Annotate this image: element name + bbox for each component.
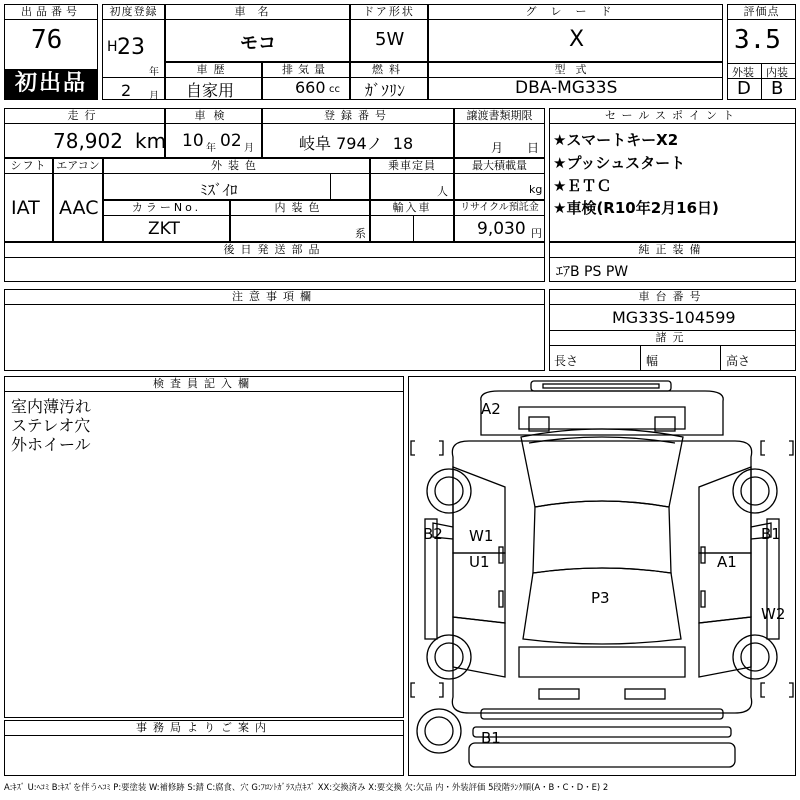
history-label: 車歴 — [166, 63, 261, 78]
grade-label: グレード — [429, 5, 722, 20]
car-name-cell — [165, 4, 350, 62]
car-diagram — [409, 377, 795, 775]
aircon-cell — [53, 158, 103, 242]
lot-number: 76 — [31, 25, 63, 55]
lot-number-cell — [4, 4, 98, 100]
color-no: ZKT — [148, 219, 180, 239]
damage-mark-p3: P3 — [591, 589, 610, 607]
score-cell — [727, 4, 796, 100]
interior-label: 内装 — [766, 66, 788, 79]
recycle-unit: 円 — [531, 227, 542, 240]
inspector-note: 外ホイール — [11, 435, 91, 454]
chassis-label: 車台番号 — [550, 290, 795, 305]
damage-mark-b1-right: B1 — [761, 525, 781, 543]
int-color-label: 内装色 — [231, 201, 369, 216]
model-label: 型式 — [429, 63, 722, 78]
dims-label: 諸元 — [550, 331, 795, 346]
max-load-cell — [454, 158, 545, 200]
reg-year-unit: 年 — [149, 67, 159, 78]
transfer-day-unit: 日 — [527, 141, 540, 155]
caution-cell — [4, 289, 545, 371]
max-load-label: 最大積載量 — [455, 159, 544, 174]
first-listing-badge: 初出品 — [5, 69, 97, 99]
inspection-year-unit: 年 — [206, 143, 216, 154]
inspection-cell — [165, 108, 262, 158]
inspection-label: 車検 — [166, 109, 261, 124]
inspection-month: 02 — [220, 131, 242, 151]
aircon: AAC — [59, 197, 99, 219]
reg-month: 2 — [121, 81, 132, 100]
inspection-year: 10 — [182, 131, 204, 151]
caution-label: 注意事項欄 — [5, 290, 544, 305]
sales-point-item: ★ＥＴＣ — [553, 177, 612, 195]
first-registration-label: 初度登録 — [103, 5, 164, 20]
transfer-doc-cell — [454, 108, 545, 158]
score-mid-divider — [761, 63, 762, 99]
lot-number-label: 出品番号 — [5, 5, 97, 20]
displacement-unit: cc — [329, 84, 340, 95]
aircon-label: エアコン — [54, 159, 102, 174]
recycle-cell — [454, 200, 545, 242]
plate-number: 岐阜 794ノ 18 — [299, 134, 414, 153]
chassis-number: MG33S-104599 — [612, 308, 736, 327]
capacity-cell — [370, 158, 454, 200]
history-cell — [165, 62, 262, 100]
damage-mark-a2: A2 — [481, 400, 501, 418]
reg-month-unit: 月 — [149, 91, 159, 102]
car-name-label: 車名 — [166, 5, 349, 20]
recycle-amount: 9,030 — [477, 219, 526, 239]
grade-cell — [428, 4, 723, 62]
import-divider — [413, 216, 414, 242]
model: DBA-MG33S — [515, 78, 618, 98]
dims-col-divider-1 — [640, 346, 641, 370]
equipment-value: ｴｱB PS PW — [556, 264, 629, 280]
ext-color-label: 外装色 — [104, 159, 369, 174]
import-label: 輸入車 — [371, 201, 453, 216]
sales-points-cell — [549, 108, 796, 242]
sales-point-item: ★スマートキーX2 — [553, 131, 679, 149]
mileage-label: 走行 — [5, 109, 164, 124]
import-cell — [370, 200, 454, 242]
transfer-month-unit: 月 — [491, 141, 504, 155]
damage-mark-w1: W1 — [469, 527, 494, 545]
displacement: 660 — [295, 78, 326, 97]
reg-year: 23 — [117, 35, 145, 60]
height-label: 高さ — [726, 354, 751, 368]
shift-label: シフト — [5, 159, 52, 174]
capacity-unit: 人 — [437, 185, 448, 198]
model-cell — [428, 62, 723, 100]
int-color-unit: 系 — [355, 227, 366, 240]
recycle-label: リサイクル預託金 — [455, 201, 544, 216]
int-color-cell — [230, 200, 370, 242]
sales-points-label: セールスポイント — [550, 109, 795, 124]
displacement-label: 排気量 — [263, 63, 349, 78]
fuel: ｶﾞｿﾘﾝ — [365, 81, 406, 100]
office-info-label: 事務局よりご案内 — [5, 721, 403, 736]
score: 3.5 — [734, 25, 781, 55]
interior-score: B — [771, 78, 784, 99]
damage-mark-w2: W2 — [761, 605, 786, 623]
mileage: 78,902 — [53, 129, 123, 153]
sales-point-item: ★プッシュスタート — [553, 154, 686, 172]
inspection-month-unit: 月 — [244, 143, 254, 154]
length-label: 長さ — [554, 354, 579, 368]
reg-divider — [103, 77, 164, 78]
damage-mark-b1-bottom: B1 — [481, 729, 501, 747]
score-label: 評価点 — [728, 5, 795, 20]
capacity-label: 乗車定員 — [371, 159, 453, 174]
damage-mark-u1: U1 — [469, 553, 490, 571]
exterior-label: 外装 — [732, 66, 754, 79]
shift: IAT — [11, 197, 40, 219]
inspector-note: ステレオ穴 — [11, 416, 91, 435]
mileage-unit: km — [135, 129, 167, 153]
inspector-notes-cell — [4, 376, 404, 718]
history: 自家用 — [186, 81, 235, 100]
door-type: 5W — [375, 29, 405, 50]
chassis-cell — [549, 289, 796, 371]
equipment-cell — [549, 242, 796, 282]
inspector-notes-label: 検査員記入欄 — [5, 377, 403, 392]
max-load-unit: kg — [529, 183, 543, 196]
first-registration-cell — [102, 4, 165, 100]
displacement-cell — [262, 62, 350, 100]
ext-color: ﾐｽﾞｲﾛ — [200, 181, 238, 199]
door-label: ドア形状 — [351, 5, 427, 20]
era: H — [107, 39, 118, 55]
mileage-cell — [4, 108, 165, 158]
color-no-cell — [103, 200, 230, 242]
dims-col-divider-2 — [720, 346, 721, 370]
width-label: 幅 — [646, 354, 659, 368]
damage-mark-a1: A1 — [717, 553, 737, 571]
fuel-label: 燃料 — [351, 63, 427, 78]
car-name: モコ — [240, 33, 276, 54]
plate-cell — [262, 108, 454, 158]
transfer-doc-label: 譲渡書類期限 — [455, 109, 544, 124]
grade: X — [569, 27, 585, 52]
equipment-label: 純正装備 — [550, 243, 795, 258]
shift-cell — [4, 158, 53, 242]
inspector-note: 室内薄汚れ — [11, 397, 92, 416]
color-no-label: カラーNo. — [104, 201, 229, 216]
ext-color-divider — [330, 174, 331, 200]
later-parts-label: 後日発送部品 — [5, 243, 544, 258]
damage-mark-b2: B2 — [423, 525, 443, 543]
office-info-cell — [4, 720, 404, 776]
damage-diagram-cell — [408, 376, 796, 776]
ext-color-cell — [103, 158, 370, 200]
exterior-score: D — [737, 78, 751, 99]
door-cell — [350, 4, 428, 62]
fuel-cell — [350, 62, 428, 100]
later-parts-cell — [4, 242, 545, 282]
sales-point-item: ★車検(R10年2月16日) — [553, 199, 719, 217]
plate-label: 登録番号 — [263, 109, 453, 124]
legend-line: A:ｷｽﾞ U:ﾍｺﾐ B:ｷｽﾞを伴うﾍｺﾐ P:要塗装 W:補修跡 S:錆 C:腐食、穴 G:ﾌﾛﾝﾄｶﾞﾗｽ点ｷｽﾞ XX:交換済み X:要交換 欠:欠品 内・外装評価 5段階ﾗﾝｸ順(A・B・C・D・E) 2 — [4, 782, 609, 792]
